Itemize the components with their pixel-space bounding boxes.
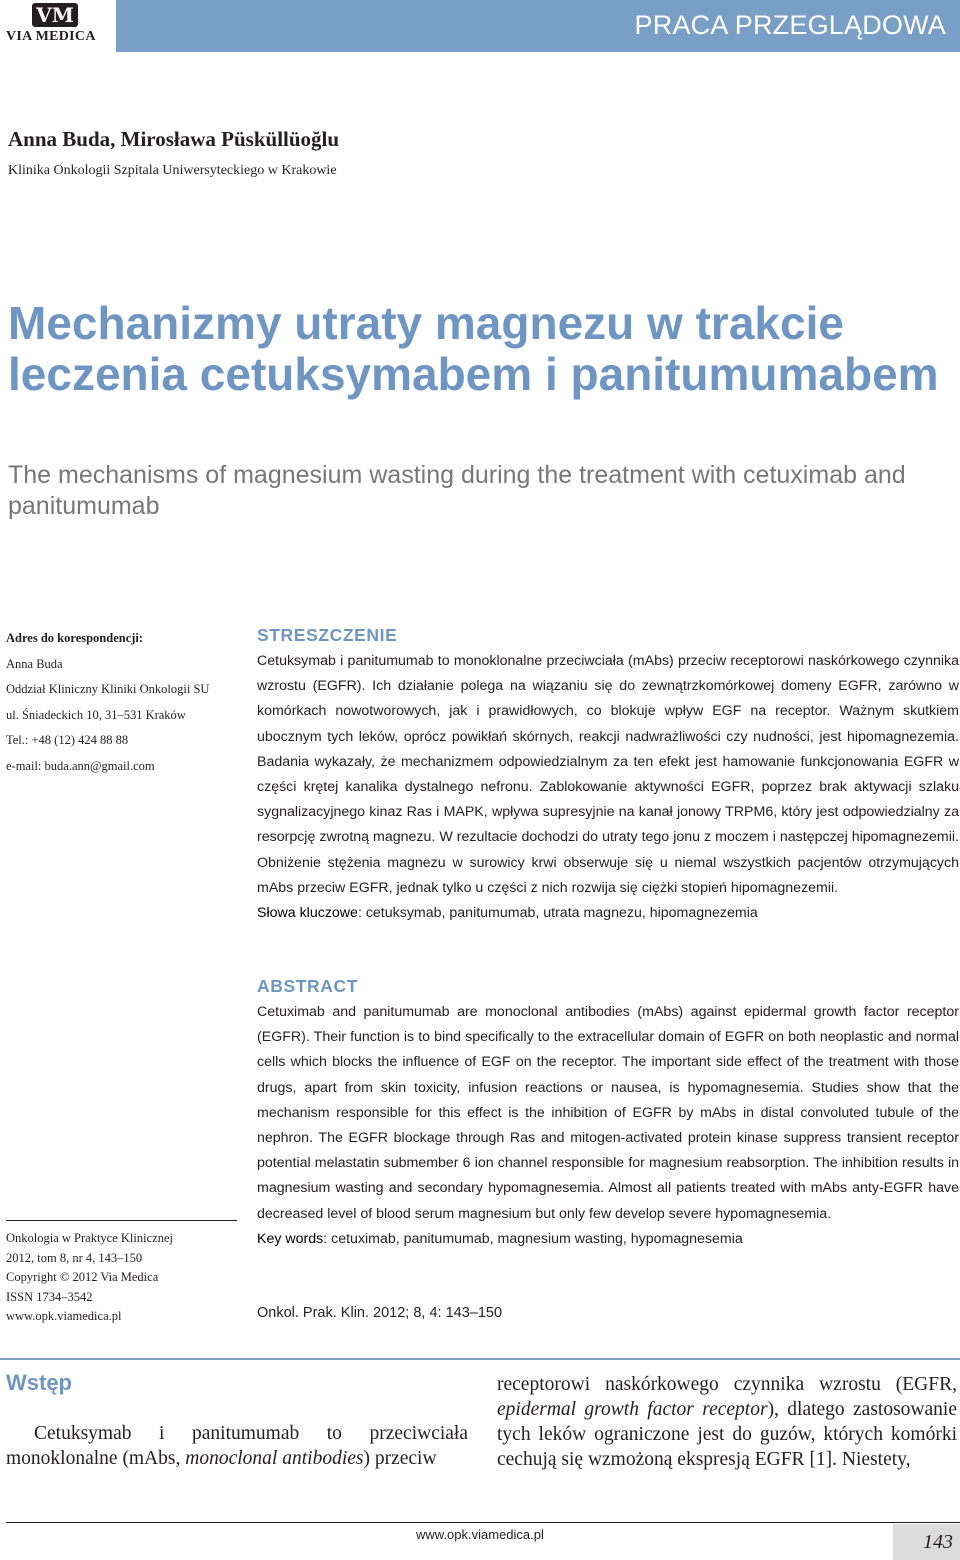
correspondence-line: Tel.: +48 (12) 424 88 88 <box>6 733 129 747</box>
page-number: 143 <box>923 1531 953 1553</box>
keywords-en: : cetuximab, panitumumab, magnesium wasting, hypomagnesemia <box>323 1230 743 1247</box>
intro-heading: Wstęp <box>6 1370 72 1395</box>
intro-text-left <box>6 1421 468 1471</box>
title-polish: Mechanizmy utraty magnezu w trakcie leczenia cetuksymabem i panitumumabem <box>8 297 939 400</box>
intro-right-b: ), dlatego zastosowanie tych leków ograniczone jest do guzów, których komórki cechują się wzmożoną ekspresją EGFR [1]. Niestety, <box>497 1399 957 1470</box>
correspondence-line: Anna Buda <box>6 656 63 671</box>
journal-issn: ISSN 1734–3542 <box>6 1289 93 1304</box>
correspondence-line: ul. Śniadeckich 10, 31–531 Kraków <box>6 707 186 722</box>
correspondence-block <box>6 626 242 779</box>
streszczenie-body <box>257 649 959 926</box>
correspondence-line: Oddział Kliniczny Kliniki Onkologii SU <box>6 682 210 696</box>
intro-left-em: monoclonal antibodies <box>185 1448 364 1469</box>
authors: Anna Buda, Mirosława Püsküllüoğlu <box>8 127 340 151</box>
abstract-body <box>257 1000 959 1252</box>
keywords-pl: : cetuksymab, panitumumab, utrata magnezu, hipomagnezemia <box>357 905 758 922</box>
correspondence-email: e-mail: buda.ann@gmail.com <box>6 758 155 773</box>
keywords-en-label: Key words <box>257 1230 324 1247</box>
abstract-heading: ABSTRACT <box>257 976 359 996</box>
intro-text-right <box>497 1372 957 1472</box>
intro-divider <box>0 1358 960 1360</box>
journal-name: Onkologia w Praktyce Klinicznej <box>6 1231 173 1245</box>
via-medica-logo <box>6 3 108 47</box>
intro-left-b: ) przeciw <box>363 1448 437 1469</box>
header-bar <box>116 0 960 52</box>
intro-right-a: receptorowi naskórkowego czynnika wzrostu (EGFR, <box>497 1374 957 1395</box>
streszczenie-text: Cetuksymab i panitumumab to monoklonalne przeciwciała (mAbs) przeciw receptorowi naskórkowego czynnika wzrostu (EGFR). Ich działanie polega na wiązaniu się do zewnątrzkomórkowej domeny EGFR, zarówno w komórkach nowotworowych, jak i prawidłowych, co blokuje wpływ EGF na receptor. Ważnym skutkiem ubocznym tych leków, oprócz powikłań skórnych, reakcji nadwrażliwości czy nudności, jest hipomagnezemia. Badania wykazały, że mechanizmem odpowiedzialnym za ten efekt jest hamowanie funkcjonowania EGFR w części krętej kanalika dystalnego nefronu. Zablokowanie aktywności EGFR, poprzez brak aktywacji szlaku sygnalizacyjnego kinaz Ras i MAPK, wpływa supresyjnie na kanał jonowy TRPM6, który jest odpowiedzialny za resorpcję zwrotną magnezu. W rezultacie dochodzi do utraty tego jonu z moczem i następczej hipomagnezemii. Obniżenie stężenia magnezu w surowicy krwi obserwuje się u niemal wszystkich pacjentów otrzymujących mAbs przeciw EGFR, jednak tylko u części z nich rozwija się ciężki stopień hipomagnezemii. <box>257 653 959 896</box>
journal-info-rule <box>6 1220 237 1221</box>
section-label: PRACA PRZEGLĄDOWA <box>634 10 946 40</box>
logo-text: VIA MEDICA <box>6 29 96 44</box>
journal-url[interactable]: www.opk.viamedica.pl <box>6 1309 122 1324</box>
footer-rule <box>6 1522 960 1523</box>
affiliation: Klinika Onkologii Szpitala Uniwersyteckiego w Krakowie <box>8 163 337 178</box>
journal-info <box>6 1229 242 1327</box>
footer-url[interactable]: www.opk.viamedica.pl <box>416 1527 544 1542</box>
logo-mark: VM <box>32 3 78 27</box>
intro-left-a: Cetuksymab i panitumumab to przeciwciała monoklonalne (mAbs, <box>6 1423 468 1469</box>
keywords-pl-label: Słowa kluczowe <box>257 905 358 922</box>
abstract-text: Cetuximab and panitumumab are monoclonal antibodies (mAbs) against epidermal growth factor receptor (EGFR). Their function is to bind specifically to the extracellular domain of EGFR on both neoplastic and normal cells which blocks the influence of EGF on the receptor. The important side effect of the treatment with those drugs, apart from skin toxicity, infusion reactions or nausea, is hypomagnesemia. Studies show that the mechanism responsible for this effect is the inhibition of EGFR by mAbs in distal convoluted tubule of the nephron. The EGFR blockage through Ras and mitogen-activated protein kinase suppress transient receptor potential melastatin submember 6 ion channel responsible for magnesium reabsorption. The inhibition results in magnesium wasting and secondary hypomagnesemia. Almost all patients treated with mAbs anty-EGFR have decreased level of blood serum magnesium but only few develop severe hypomagnesemia. <box>257 1004 959 1222</box>
title-english: The mechanisms of magnesium wasting during the treatment with cetuximab and panitumumab <box>8 461 906 520</box>
citation: Onkol. Prak. Klin. 2012; 8, 4: 143–150 <box>257 1305 503 1321</box>
correspondence-label: Adres do korespondencji: <box>6 631 144 645</box>
intro-right-em: epidermal growth factor receptor <box>497 1399 768 1420</box>
journal-copyright: Copyright © 2012 Via Medica <box>6 1270 159 1285</box>
streszczenie-heading: STRESZCZENIE <box>257 625 398 645</box>
journal-volume: 2012, tom 8, nr 4, 143–150 <box>6 1250 143 1265</box>
